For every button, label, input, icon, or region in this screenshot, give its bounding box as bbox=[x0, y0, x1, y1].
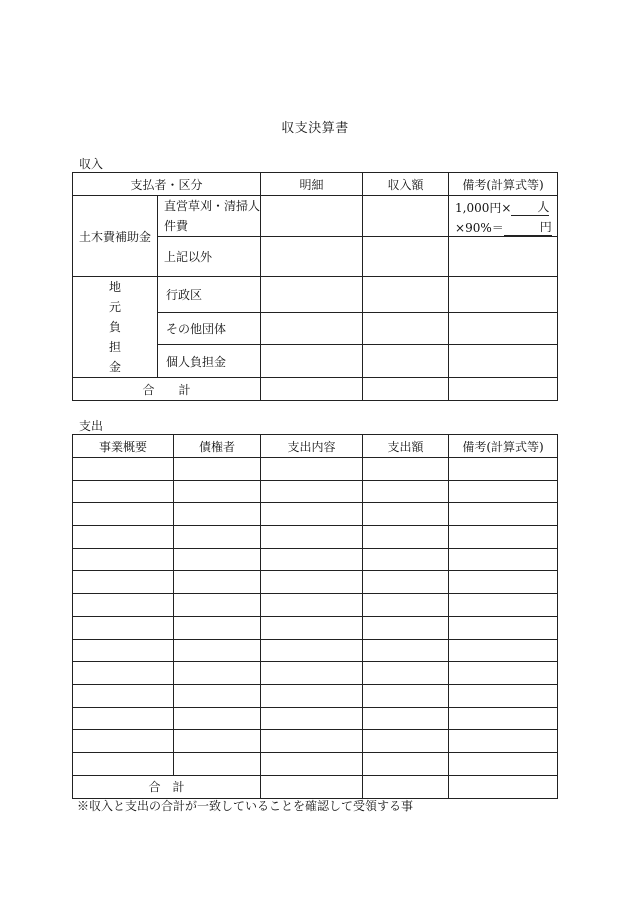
expense-total-amount bbox=[363, 775, 449, 798]
income-total-label: 合 計 bbox=[73, 378, 261, 401]
expense-cell bbox=[363, 526, 449, 549]
expense-cell bbox=[449, 458, 558, 481]
note-people-blank: 人 bbox=[511, 198, 549, 216]
expense-cell bbox=[261, 458, 363, 481]
footnote: ※収入と支出の合計が一致していることを確認して受領する事 bbox=[77, 799, 414, 813]
expense-cell bbox=[174, 571, 261, 594]
expense-cell bbox=[174, 639, 261, 662]
expense-header-creditor: 債権者 bbox=[174, 435, 261, 458]
expense-row bbox=[73, 730, 558, 753]
subsidy-row-other: 上記以外 bbox=[158, 237, 261, 277]
local-burden-label: 地 元 負 担 金 bbox=[73, 277, 158, 378]
district-amount bbox=[363, 277, 449, 313]
expense-cell bbox=[73, 571, 174, 594]
expense-cell bbox=[174, 458, 261, 481]
district-detail bbox=[261, 277, 363, 313]
expense-cell bbox=[261, 526, 363, 549]
expense-cell bbox=[261, 571, 363, 594]
expense-header-amount: 支出額 bbox=[363, 435, 449, 458]
subsidy-labor-amount bbox=[363, 196, 449, 237]
expense-cell bbox=[73, 730, 174, 753]
document-title: 収支決算書 bbox=[281, 121, 349, 136]
expense-cell bbox=[73, 707, 174, 730]
expense-cell bbox=[261, 594, 363, 617]
expense-cell bbox=[73, 480, 174, 503]
expense-cell bbox=[73, 639, 174, 662]
expense-row bbox=[73, 548, 558, 571]
note-line1-prefix: 1,000円× bbox=[455, 201, 512, 215]
expense-cell bbox=[174, 684, 261, 707]
subsidy-labor-detail bbox=[261, 196, 363, 237]
expense-section-label: 支出 bbox=[79, 419, 104, 433]
expense-header-summary: 事業概要 bbox=[73, 435, 174, 458]
expense-row bbox=[73, 752, 558, 775]
expense-cell bbox=[73, 616, 174, 639]
expense-cell bbox=[174, 480, 261, 503]
expense-cell bbox=[363, 730, 449, 753]
expense-cell bbox=[449, 594, 558, 617]
expense-cell bbox=[363, 639, 449, 662]
other-groups-detail bbox=[261, 312, 363, 345]
individual-detail bbox=[261, 345, 363, 378]
expense-cell bbox=[174, 752, 261, 775]
local-row-district: 行政区 bbox=[158, 277, 261, 313]
expense-total-content bbox=[261, 775, 363, 798]
expense-cell bbox=[261, 662, 363, 685]
expense-cell bbox=[363, 707, 449, 730]
expense-cell bbox=[261, 639, 363, 662]
expense-cell bbox=[261, 730, 363, 753]
expense-cell bbox=[449, 662, 558, 685]
subsidy-label: 土木費補助金 bbox=[73, 196, 158, 277]
expense-cell bbox=[449, 503, 558, 526]
expense-row bbox=[73, 662, 558, 685]
expense-cell bbox=[449, 480, 558, 503]
expense-cell bbox=[73, 526, 174, 549]
expense-cell bbox=[73, 684, 174, 707]
expense-table bbox=[72, 434, 558, 799]
subsidy-labor-note bbox=[449, 196, 558, 237]
expense-cell bbox=[363, 616, 449, 639]
expense-cell bbox=[363, 503, 449, 526]
expense-cell bbox=[449, 752, 558, 775]
expense-row bbox=[73, 503, 558, 526]
expense-cell bbox=[449, 571, 558, 594]
note-yen-blank: 円 bbox=[504, 218, 552, 236]
expense-row bbox=[73, 458, 558, 481]
subsidy-other-detail bbox=[261, 237, 363, 277]
expense-cell bbox=[449, 639, 558, 662]
expense-row bbox=[73, 571, 558, 594]
expense-total-label: 合 計 bbox=[73, 775, 261, 798]
expense-row bbox=[73, 616, 558, 639]
expense-cell bbox=[261, 707, 363, 730]
expense-cell bbox=[73, 458, 174, 481]
note-line2-prefix: ×90%＝ bbox=[455, 221, 504, 235]
income-total-amount bbox=[363, 378, 449, 401]
other-groups-note bbox=[449, 312, 558, 345]
expense-row bbox=[73, 594, 558, 617]
expense-cell bbox=[174, 616, 261, 639]
other-groups-amount bbox=[363, 312, 449, 345]
income-total-detail bbox=[261, 378, 363, 401]
expense-cell bbox=[449, 526, 558, 549]
income-table bbox=[72, 172, 558, 401]
expense-cell bbox=[174, 662, 261, 685]
expense-total-note bbox=[449, 775, 558, 798]
individual-note bbox=[449, 345, 558, 378]
expense-cell bbox=[363, 480, 449, 503]
income-total-note bbox=[449, 378, 558, 401]
income-header-note: 備考(計算式等) bbox=[449, 173, 558, 196]
local-row-other-groups: その他団体 bbox=[158, 312, 261, 345]
expense-cell bbox=[261, 616, 363, 639]
subsidy-row-labor: 直営草刈・清掃人件費 bbox=[158, 196, 261, 237]
district-note bbox=[449, 277, 558, 313]
expense-row bbox=[73, 684, 558, 707]
expense-cell bbox=[363, 594, 449, 617]
expense-cell bbox=[174, 594, 261, 617]
expense-row bbox=[73, 639, 558, 662]
income-header-payer: 支払者・区分 bbox=[73, 173, 261, 196]
expense-row bbox=[73, 707, 558, 730]
expense-cell bbox=[174, 503, 261, 526]
expense-cell bbox=[261, 752, 363, 775]
expense-cell bbox=[73, 594, 174, 617]
expense-header-note: 備考(計算式等) bbox=[449, 435, 558, 458]
subsidy-other-amount bbox=[363, 237, 449, 277]
expense-cell bbox=[363, 548, 449, 571]
income-header-detail: 明細 bbox=[261, 173, 363, 196]
expense-cell bbox=[449, 730, 558, 753]
expense-cell bbox=[174, 707, 261, 730]
expense-cell bbox=[174, 526, 261, 549]
expense-cell bbox=[73, 548, 174, 571]
expense-cell bbox=[363, 752, 449, 775]
expense-cell bbox=[449, 707, 558, 730]
income-header-amount: 収入額 bbox=[363, 173, 449, 196]
expense-cell bbox=[261, 684, 363, 707]
expense-cell bbox=[449, 548, 558, 571]
expense-cell bbox=[261, 503, 363, 526]
expense-cell bbox=[261, 548, 363, 571]
expense-header-content: 支出内容 bbox=[261, 435, 363, 458]
subsidy-other-note bbox=[449, 237, 558, 277]
expense-cell bbox=[363, 458, 449, 481]
expense-row bbox=[73, 480, 558, 503]
income-section-label: 収入 bbox=[79, 157, 104, 171]
expense-cell bbox=[363, 571, 449, 594]
expense-cell bbox=[363, 662, 449, 685]
expense-cell bbox=[261, 480, 363, 503]
expense-cell bbox=[449, 616, 558, 639]
individual-amount bbox=[363, 345, 449, 378]
expense-cell bbox=[174, 730, 261, 753]
local-row-individual: 個人負担金 bbox=[158, 345, 261, 378]
expense-row bbox=[73, 526, 558, 549]
expense-cell bbox=[174, 548, 261, 571]
expense-cell bbox=[363, 684, 449, 707]
expense-cell bbox=[73, 662, 174, 685]
expense-cell bbox=[73, 752, 174, 775]
expense-cell bbox=[449, 684, 558, 707]
expense-cell bbox=[73, 503, 174, 526]
